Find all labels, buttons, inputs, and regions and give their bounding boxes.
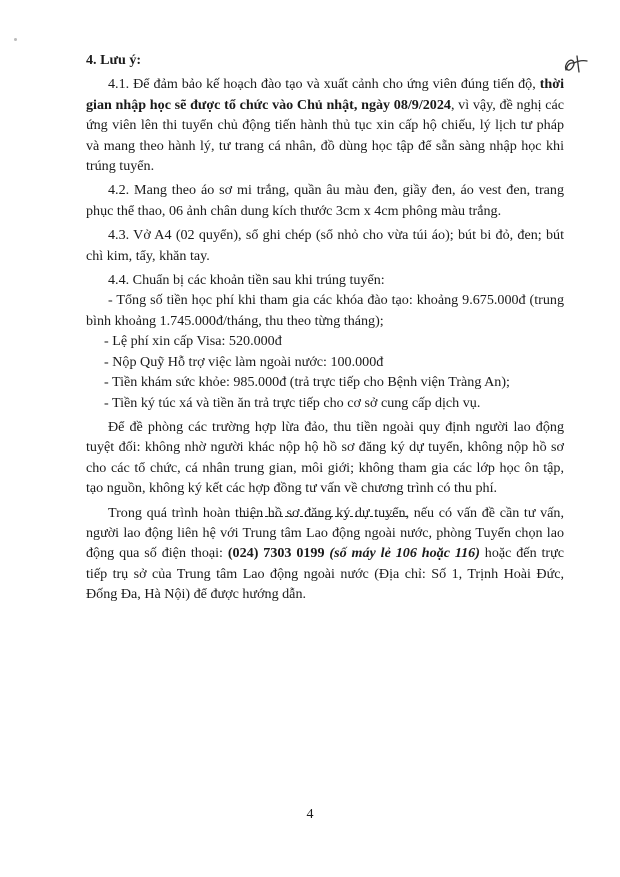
- contact-paragraph: [86, 503, 564, 605]
- paragraph-4-3: 4.3. Vở A4 (02 quyển), sổ ghi chép (sổ nhỏ cho vừa túi áo); bút bi đỏ, đen; bút chì kim, tẩy, khăn tay.: [86, 227, 564, 264]
- contact-tail: hoặc đến trực tiếp trụ sở của Trung tâm Lao động ngoài nước (Địa chỉ: Số 1, Trịnh Hoài Đức, Đống Đa, Hà Nội) để được hướng dẫn.: [86, 545, 564, 603]
- dashed-divider: [240, 516, 408, 517]
- page-number: 4: [306, 807, 314, 822]
- fee-item: - Tổng số tiền học phí khi tham gia các khóa đào tạo: khoảng 9.675.000đ (trung bình khoảng 1.745.000đ/tháng, thu theo từng tháng);: [86, 292, 564, 329]
- fraud-warning-paragraph: Để đề phòng các trường hợp lừa đảo, thu tiền ngoài quy định người lao động tuyệt đối: không nhờ người khác nộp hộ hồ sơ đăng ký dự tuyển, không nộp hồ sơ cho các tổ chức, cá nhân trung gian, môi giới; không tham gia các lớp học ôn tập, tạo nguồn, không ký kết các hợp đồng tư vấn về chương trình có thu phí.: [86, 418, 564, 497]
- scan-speck: [14, 38, 17, 41]
- handwritten-initial-icon: [562, 52, 590, 78]
- document-body: [86, 50, 564, 605]
- fee-item: - Tiền ký túc xá và tiền ăn trả trực tiếp cho cơ sở cung cấp dịch vụ.: [104, 394, 481, 411]
- fee-item: - Lệ phí xin cấp Visa: 520.000đ: [104, 333, 282, 350]
- section-heading: 4. Lưu ý:: [86, 52, 142, 68]
- paragraph-4-2: 4.2. Mang theo áo sơ mi trắng, quần âu màu đen, giầy đen, áo vest đen, trang phục thể thao, 06 ảnh chân dung kích thước 3cm x 4cm phông màu trắng.: [86, 182, 564, 219]
- enrollment-date-bold: thời gian nhập học sẽ được tổ chức vào Chủ nhật, ngày 08/9/2024: [86, 76, 564, 113]
- fee-item: - Tiền khám sức khỏe: 985.000đ (trả trực tiếp cho Bệnh viện Tràng An);: [104, 374, 510, 391]
- contact-extension: (số máy lẻ 106 hoặc 116): [329, 545, 480, 562]
- paragraph-4-1: [86, 74, 564, 176]
- contact-lead: Trong quá trình hoàn thiện hồ sơ đăng ký dự tuyển, nếu có vấn đề cần tư vấn, người lao động liên hệ với Trung tâm Lao động ngoài nước, phòng Tuyển chọn lao động qua số điện thoại:: [86, 504, 564, 562]
- paragraph-4-1-lead: 4.1. Để đảm bảo kế hoạch đào tạo và xuất cảnh cho ứng viên đúng tiến độ,: [108, 76, 540, 93]
- contact-phone: (024) 7303 0199: [227, 545, 325, 562]
- paragraph-4-1-tail: , vì vậy, đề nghị các ứng viên lên thi tuyển chủ động tiến hành thủ tục xin cấp hộ chiếu, lý lịch tư pháp và mang theo hành lý, tư trang cá nhân, đồ dùng học tập để sẵn sàng nhập học khi trúng tuyển.: [86, 96, 564, 175]
- paragraph-4-4: 4.4. Chuẩn bị các khoản tiền sau khi trúng tuyển:: [108, 272, 385, 289]
- fee-item: - Nộp Quỹ Hỗ trợ việc làm ngoài nước: 100.000đ: [104, 353, 384, 370]
